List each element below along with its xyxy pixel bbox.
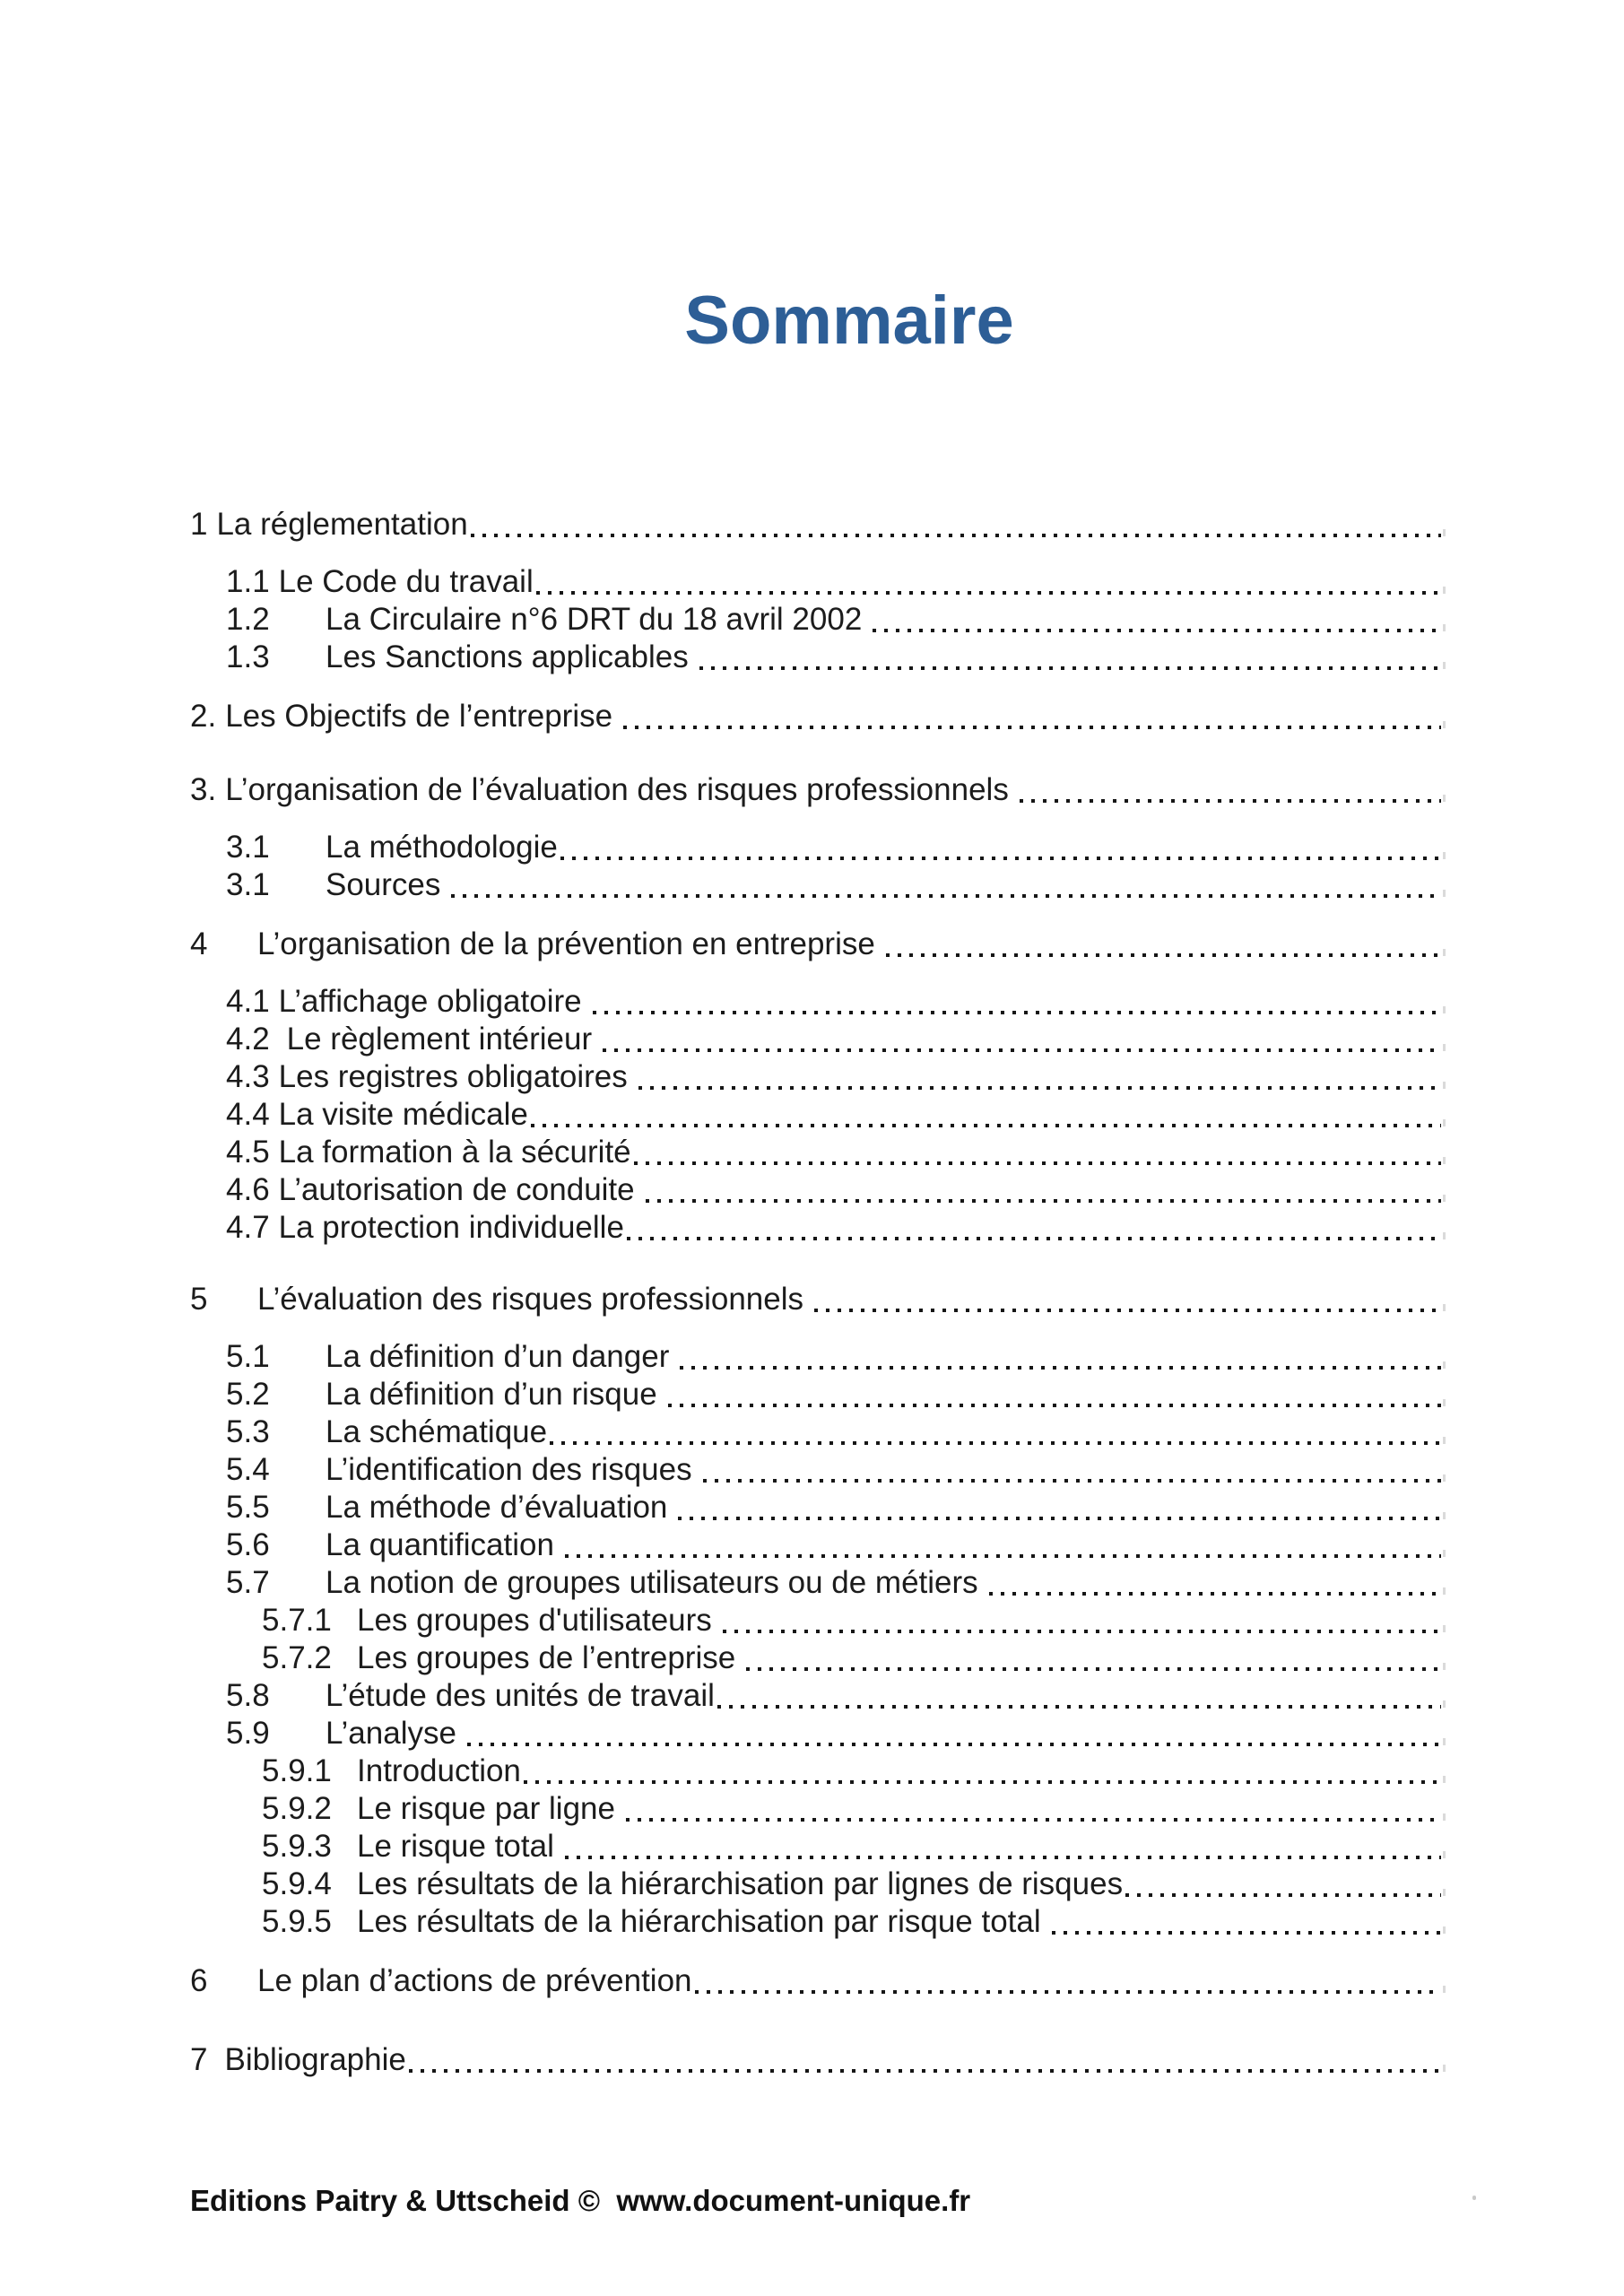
toc-entry-number: 5.9.5 [262,1904,332,1939]
leader-end-mark [1443,1474,1446,1482]
toc-entry-label: Les groupes de l’entreprise [357,1640,736,1675]
leader-end-mark [1443,1044,1446,1051]
toc-entry-5-7-1[interactable] [190,1602,1446,1639]
toc-entry-label: La formation à la sécurité [278,1135,631,1170]
toc-entry-5-9-4[interactable] [190,1866,1446,1903]
toc-entry-number: 4 [190,926,208,961]
toc-entry-5-1[interactable] [190,1338,1446,1376]
leader-end-mark [1443,1851,1446,1858]
dot-leader [623,698,1441,735]
dot-leader [638,1058,1441,1096]
toc-entry-5-8[interactable] [190,1677,1446,1715]
leader-end-mark [1443,2065,1446,2072]
toc-entry-number: 5.9.2 [262,1791,332,1826]
toc-entry-label: Bibliographie [224,2042,406,2077]
leader-end-mark [1443,1550,1446,1557]
toc-entry-number: 1.1 [226,564,270,599]
dot-leader [886,926,1441,963]
toc-entry-number: 4.5 [226,1135,270,1170]
toc-entry-label: Le plan d’actions de prévention [257,1963,692,1998]
toc-entry-label: La visite médicale [278,1097,528,1132]
toc-entry-label: Introduction [357,1753,521,1788]
leader-end-mark [1443,1776,1446,1783]
dot-leader [1125,1866,1441,1903]
toc-entry-4-5[interactable] [190,1134,1446,1171]
toc-entry-number: 3.1 [226,867,270,902]
dot-leader [703,1451,1441,1489]
toc-entry-number: 3. [190,772,217,807]
toc-entry-number: 5.9.3 [262,1829,332,1864]
dot-leader [524,1752,1441,1790]
toc-entry-5-9[interactable] [190,1715,1446,1752]
toc-entry-5-9-2[interactable] [190,1790,1446,1828]
toc-entry-label: Le risque par ligne [357,1791,615,1826]
toc-entry-label: L’étude des unités de travail [326,1678,715,1713]
toc-entry-number: 5.5 [226,1490,270,1525]
toc-entry-number: 5 [190,1282,208,1317]
toc-entry-label: L’identification des risques [326,1452,692,1487]
leader-end-mark [1443,1006,1446,1013]
dot-leader [565,1526,1441,1564]
dot-leader [550,1413,1441,1451]
toc-entry-number: 5.1 [226,1339,270,1374]
leader-end-mark [1443,1304,1446,1311]
leader-end-mark [1443,949,1446,956]
dot-leader [634,1134,1441,1171]
leader-end-mark [1443,529,1446,536]
footer-text: Editions Paitry & Uttscheid © www.document-unique.fr [190,2184,971,2217]
toc-entry-5-9-3[interactable] [190,1828,1446,1866]
toc-entry-4-6[interactable] [190,1171,1446,1209]
toc-entry-2[interactable] [190,698,1446,735]
dot-leader [1052,1903,1441,1941]
toc-entry-label: Les registres obligatoires [278,1059,628,1094]
toc-entry-5-5[interactable] [190,1489,1446,1526]
dot-leader [409,2041,1441,2079]
toc-entry-number: 4.7 [226,1210,270,1245]
dot-leader [678,1489,1441,1526]
leader-end-mark [1443,852,1446,859]
leader-end-mark [1443,1889,1446,1896]
toc-entry-label: Les Sanctions applicables [326,639,689,674]
toc-entry-5-7[interactable] [190,1564,1446,1602]
leader-end-mark [1443,1813,1446,1821]
toc-entry-5-3[interactable] [190,1413,1446,1451]
toc-entry-label: Les résultats de la hiérarchisation par risque total [357,1904,1041,1939]
scan-artifact-dot [1472,2196,1476,2200]
dot-leader [873,601,1441,639]
dot-leader [627,1209,1441,1247]
toc-entry-label: La méthode d’évaluation [326,1490,668,1525]
toc-entry-label: Le règlement intérieur [286,1022,593,1057]
toc-entry-7[interactable] [190,2041,1446,2079]
dot-leader [746,1639,1441,1677]
dot-leader [717,1677,1441,1715]
leader-end-mark [1443,1082,1446,1089]
toc-entry-label: L’évaluation des risques professionnels [257,1282,803,1317]
toc-entry-number: 5.7.2 [262,1640,332,1675]
toc-entry-number: 6 [190,1963,208,1998]
leader-end-mark [1443,1738,1446,1745]
leader-end-mark [1443,1232,1446,1239]
dot-leader [467,1715,1441,1752]
toc-entry-label: La protection individuelle [278,1210,624,1245]
toc-entry-number: 5.9.4 [262,1866,332,1901]
toc-entry-4-1[interactable] [190,983,1446,1021]
toc-entry-label: L’organisation de la prévention en entreprise [257,926,875,961]
leader-end-mark [1443,1587,1446,1595]
toc-entry-number: 4.3 [226,1059,270,1094]
toc-entry-number: 5.9.1 [262,1753,332,1788]
leader-end-mark [1443,721,1446,728]
toc-entry-5[interactable] [190,1281,1446,1318]
toc-entry-number: 4.4 [226,1097,270,1132]
dot-leader [695,1962,1441,2000]
leader-end-mark [1443,1399,1446,1406]
toc-entry-4-7[interactable] [190,1209,1446,1247]
leader-end-mark [1443,624,1446,631]
toc-entry-5-9-1[interactable] [190,1752,1446,1790]
leader-end-mark [1443,1625,1446,1632]
toc-entry-label: L’autorisation de conduite [278,1172,635,1207]
leader-end-mark [1443,1157,1446,1164]
toc-entry-4-2[interactable] [190,1021,1446,1058]
dot-leader [536,563,1441,601]
toc-entry-1-2[interactable] [190,601,1446,639]
leader-end-mark [1443,662,1446,669]
toc-entry-6[interactable] [190,1962,1446,2000]
toc-entry-number: 1.3 [226,639,270,674]
dot-leader [723,1602,1441,1639]
toc-entry-5-2[interactable] [190,1376,1446,1413]
toc-entry-number: 4.6 [226,1172,270,1207]
dot-leader [680,1338,1441,1376]
toc-entry-number: 1.2 [226,602,270,637]
leader-end-mark [1443,1119,1446,1126]
dot-leader [668,1376,1441,1413]
toc-entry-number: 3.1 [226,830,270,865]
toc-entry-label: Les résultats de la hiérarchisation par lignes de risques [357,1866,1124,1901]
toc-entry-label: La schématique [326,1414,548,1449]
dot-leader [626,1790,1441,1828]
toc-entry-label: La réglementation [216,507,468,542]
toc-entry-number: 5.4 [226,1452,270,1487]
toc-entry-1-1[interactable] [190,563,1446,601]
page-title: Sommaire [684,283,1014,359]
toc-entry-number: 2. [190,699,217,734]
toc-entry-4-3[interactable] [190,1058,1446,1096]
dot-leader [699,639,1441,676]
leader-end-mark [1443,1700,1446,1708]
toc-entry-number: 4.2 [226,1022,270,1057]
dot-leader [989,1564,1441,1602]
toc-entry-3-1-sources[interactable] [190,866,1446,904]
dot-leader [531,1096,1441,1134]
toc-entry-number: 5.2 [226,1377,270,1412]
toc-entry-label: L’analyse [326,1716,456,1751]
toc-entry-1[interactable] [190,506,1446,544]
leader-end-mark [1443,890,1446,897]
toc-entry-label: La quantification [326,1527,554,1562]
toc-entry-5-9-5[interactable] [190,1903,1446,1941]
dot-leader [451,866,1441,904]
toc-entry-3[interactable] [190,771,1446,809]
leader-end-mark [1443,1512,1446,1519]
toc-entry-label: Le Code du travail [278,564,534,599]
toc-entry-number: 5.3 [226,1414,270,1449]
toc-entry-label: La méthodologie [326,830,558,865]
dot-leader [471,506,1441,544]
toc-entry-label: La définition d’un risque [326,1377,657,1412]
toc-entry-5-4[interactable] [190,1451,1446,1489]
dot-leader [560,829,1441,866]
toc-entry-5-6[interactable] [190,1526,1446,1564]
toc-entry-4-4[interactable] [190,1096,1446,1134]
dot-leader [603,1021,1441,1058]
leader-end-mark [1443,1195,1446,1202]
toc-entry-number: 7 [190,2042,208,2077]
toc-entry-number: 5.8 [226,1678,270,1713]
leader-end-mark [1443,1361,1446,1369]
toc-entry-label: La définition d’un danger [326,1339,670,1374]
toc-entry-4[interactable] [190,926,1446,963]
leader-end-mark [1443,1986,1446,1993]
leader-end-mark [1443,1926,1446,1934]
toc-entry-number: 1 [190,507,208,542]
toc-entry-number: 5.7 [226,1565,270,1600]
toc-entry-label: La Circulaire n°6 DRT du 18 avril 2002 [326,602,863,637]
toc-entry-number: 5.7.1 [262,1603,332,1638]
dot-leader [814,1281,1441,1318]
toc-container [190,0,1446,2099]
toc-entry-label: Le risque total [357,1829,554,1864]
leader-end-mark [1443,587,1446,594]
dot-leader [1020,771,1441,809]
toc-entry-number: 5.6 [226,1527,270,1562]
toc-entry-label: L’affichage obligatoire [278,984,582,1019]
toc-entry-label: Sources [326,867,441,902]
dot-leader [565,1828,1441,1866]
leader-end-mark [1443,1663,1446,1670]
toc-entry-number: 5.9 [226,1716,270,1751]
toc-entry-label: L’organisation de l’évaluation des risques professionnels [225,772,1009,807]
toc-entry-number: 4.1 [226,984,270,1019]
toc-entry-label: Les Objectifs de l’entreprise [225,699,613,734]
toc-entry-1-3[interactable] [190,639,1446,676]
toc-entry-3-1-methodologie[interactable] [190,829,1446,866]
leader-end-mark [1443,795,1446,802]
dot-leader [593,983,1441,1021]
toc-entry-5-7-2[interactable] [190,1639,1446,1677]
toc-entry-label: La notion de groupes utilisateurs ou de métiers [326,1565,978,1600]
leader-end-mark [1443,1437,1446,1444]
toc-entry-label: Les groupes d'utilisateurs [357,1603,712,1638]
dot-leader [646,1171,1441,1209]
